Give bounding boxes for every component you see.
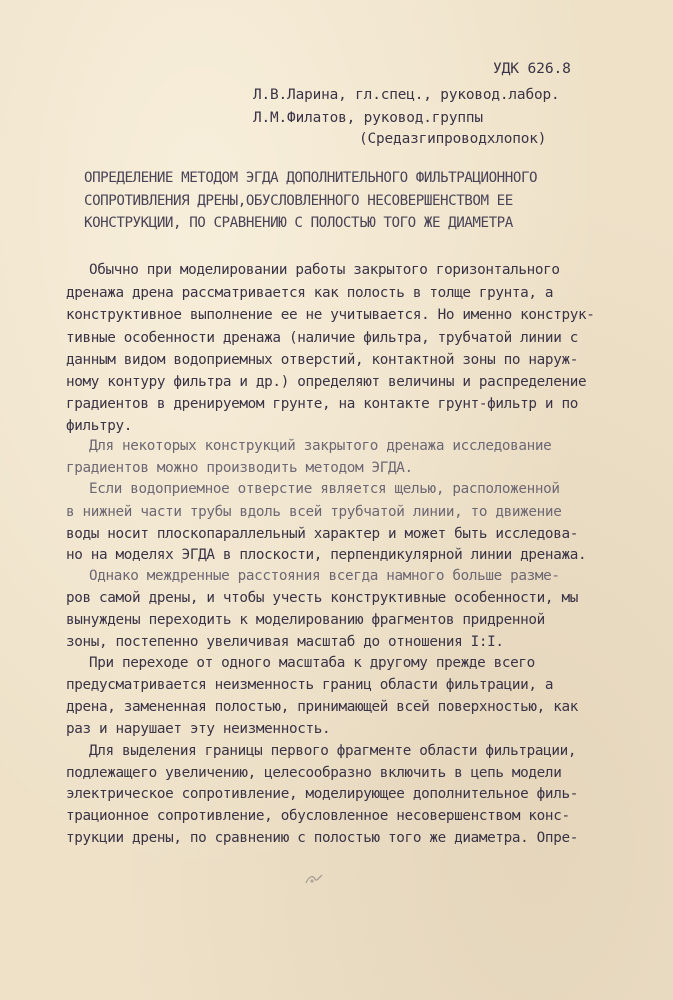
body-line-15: Однако междренные расстояния всегда намного больше разме-: [89, 568, 560, 584]
body-line-8: фильтру.: [66, 418, 133, 434]
ink-smudge-mark: [304, 872, 324, 886]
author-line-1: Л.В.Ларина, гл.спец., руковод.лабор.: [253, 87, 560, 103]
body-line-1: Обычно при моделировании работы закрытого горизонтального: [89, 262, 560, 278]
body-line-11: Если водоприемное отверстие является щелью, расположенной: [89, 481, 560, 497]
body-line-2: дренажа дрена рассматривается как полость в толще грунта, а: [66, 285, 554, 301]
body-line-4: тивные особенности дренажа (наличие фильтра, трубчатой линии с: [66, 330, 578, 346]
body-line-18: зоны, постепенно увеличивая масштаб до отношения I:I.: [66, 634, 504, 650]
body-line-24: подлежащего увеличению, целесообразно включить в цепь модели: [66, 765, 562, 781]
body-line-6: ному контуру фильтра и др.) определяют величины и распределение: [66, 374, 587, 390]
body-line-5: данным видом водоприемных отверстий, контактной зоны по наруж-: [66, 352, 578, 368]
body-line-3: конструктивное выполнение ее не учитывается. Но именно конструк-: [66, 307, 595, 323]
title-line-2: СОПРОТИВЛЕНИЯ ДРЕНЫ,ОБУСЛОВЛЕННОГО НЕСОВЕРШЕНСТВОМ ЕЕ: [84, 193, 513, 209]
body-line-7: градиентов в дренируемом грунте, на контакте грунт-фильтр и по: [66, 396, 578, 412]
body-line-19: При переходе от одного масштаба к другому прежде всего: [89, 655, 535, 671]
title-line-1: ОПРЕДЕЛЕНИЕ МЕТОДОМ ЭГДА ДОПОЛНИТЕЛЬНОГО ФИЛЬТРАЦИОННОГО: [84, 170, 538, 186]
body-line-23: Для выделения границы первого фрагменте области фильтрации,: [89, 743, 577, 759]
udk-code: УДК 626.8: [493, 60, 571, 77]
body-line-25: электрическое сопротивление, моделирующее дополнительное филь-: [66, 786, 578, 802]
body-line-14: но на моделях ЭГДА в плоскости, перпендикулярной линии дренажа.: [66, 547, 587, 563]
body-line-27: трукции дрены, по сравнению с полостью того же диаметра. Опре-: [66, 830, 578, 846]
body-line-17: вынуждены переходить к моделированию фрагментов придренной: [66, 612, 545, 628]
author-line-2: Л.М.Филатов, руковод.группы: [253, 110, 483, 126]
body-line-22: раз и нарушает эту неизменность.: [66, 721, 331, 737]
body-line-13: воды носит плоскопараллельный характер и может быть исследова-: [66, 526, 578, 542]
title-line-3: КОНСТРУКЦИИ, ПО СРАВНЕНИЮ С ПОЛОСТЬЮ ТОГО ЖЕ ДИАМЕТРА: [84, 215, 513, 231]
body-line-20: предусматривается неизменность границ области фильтрации, а: [66, 677, 554, 693]
body-line-10: градиентов можно производить методом ЭГДА.: [66, 460, 413, 476]
body-line-21: дрена, замененная полостью, принимающей всей поверхностью, как: [66, 699, 578, 715]
body-line-9: Для некоторых конструкций закрытого дренажа исследование: [89, 438, 552, 454]
body-line-26: трационное сопротивление, обусловленное несовершенством конс-: [66, 808, 570, 824]
body-line-12: в нижней части трубы вдоль всей трубчатой линии, то движение: [66, 504, 562, 520]
organization-line: (Средазгипроводхлопок): [359, 131, 547, 147]
body-line-16: ров самой дрены, и чтобы учесть конструктивные особенности, мы: [66, 590, 578, 606]
